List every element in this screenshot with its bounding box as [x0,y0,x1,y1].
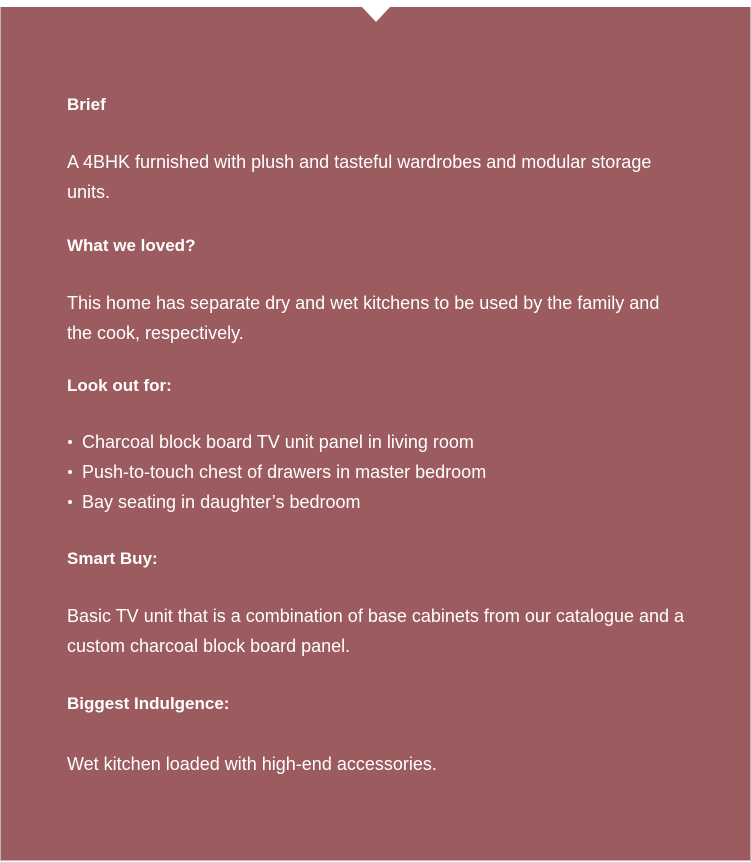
pointer-notch [362,7,390,22]
look-out-heading: Look out for: [67,376,172,395]
look-out-item: Bay seating in daughter’s bedroom [67,487,486,517]
smart-buy-text: Basic TV unit that is a combination of base cabinets from our catalogue and a custom charcoal block board panel. [67,606,685,656]
look-out-item: Charcoal block board TV unit panel in living room [67,427,486,457]
indulgence-heading: Biggest Indulgence: [67,694,230,713]
brief-text: A 4BHK furnished with plush and tasteful wardrobes and modular storage units. [67,152,652,202]
loved-text: This home has separate dry and wet kitchens to be used by the family and the cook, respectively. [67,293,660,343]
look-out-item: Push-to-touch chest of drawers in master bedroom [67,457,486,487]
indulgence-text: Wet kitchen loaded with high-end accessories. [67,754,437,774]
details-panel [0,7,751,861]
look-out-list [67,427,486,517]
loved-heading: What we loved? [67,236,196,255]
brief-heading: Brief [67,95,106,114]
smart-buy-heading: Smart Buy: [67,549,158,568]
